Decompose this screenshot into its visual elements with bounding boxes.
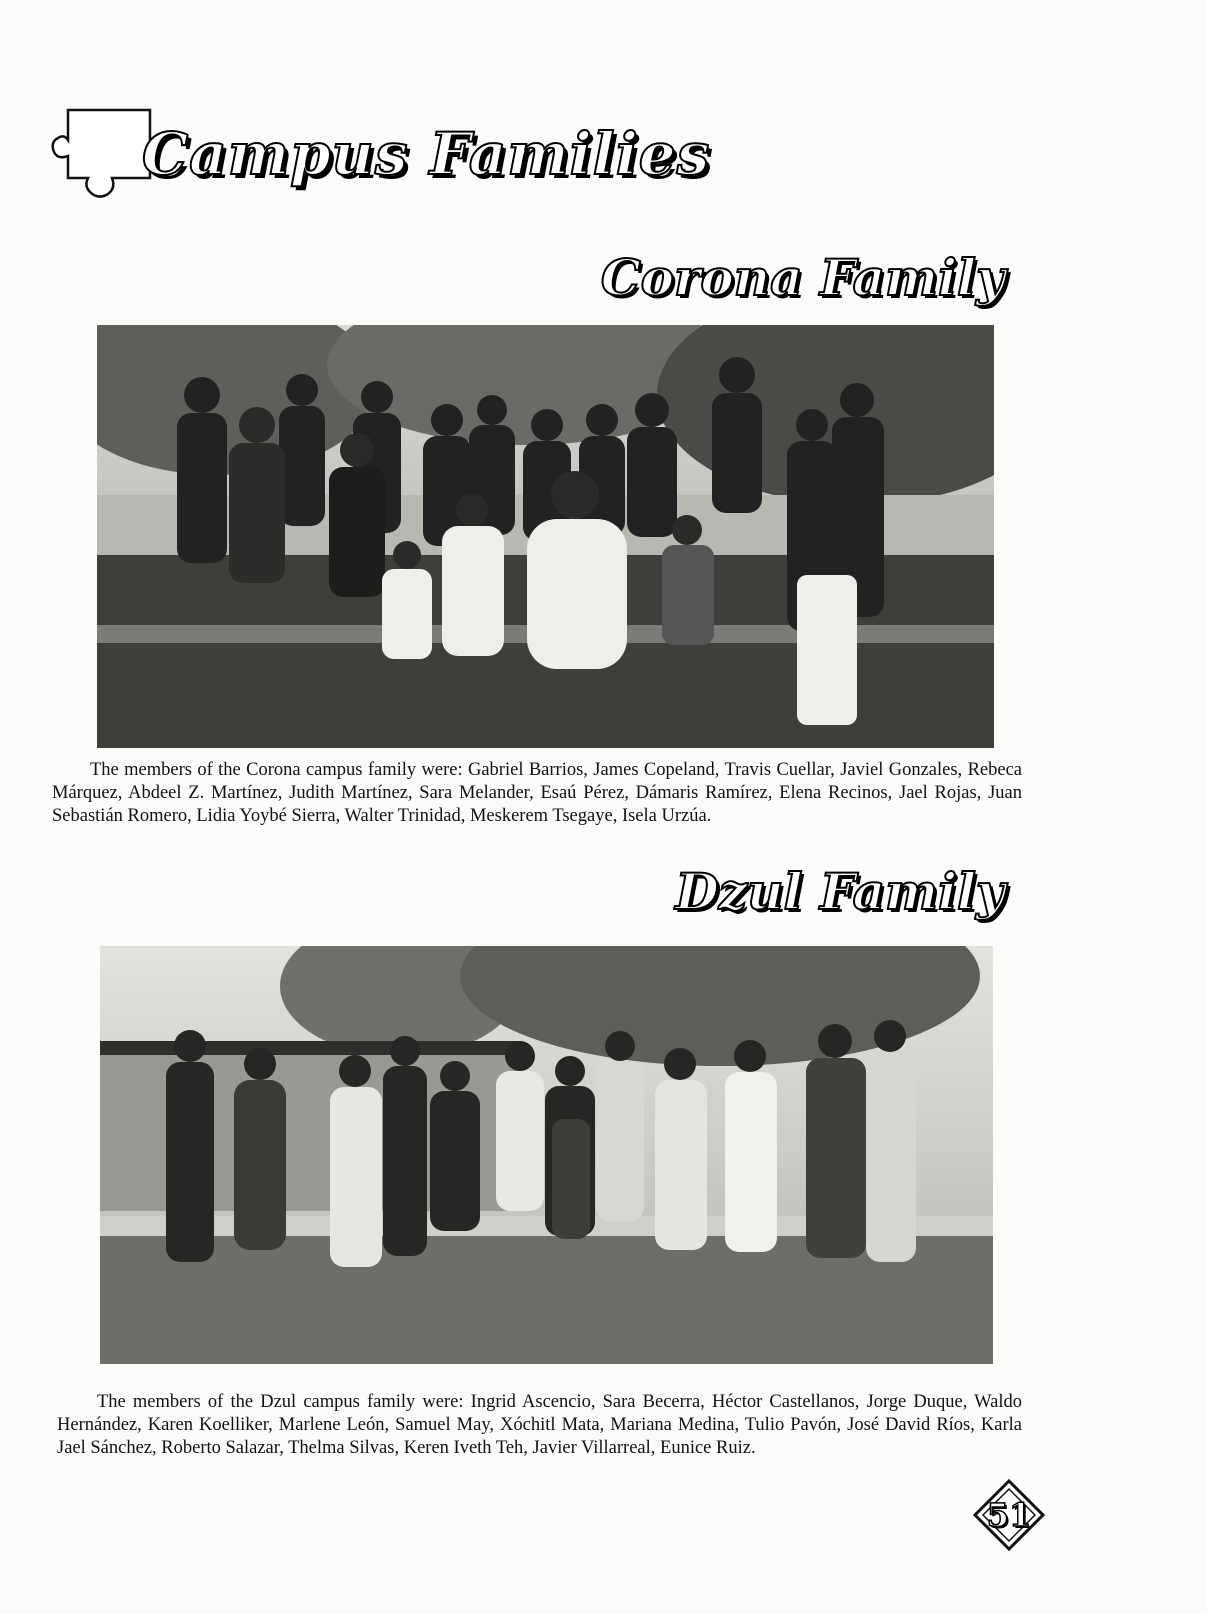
section-heading-dzul: Dzul Family xyxy=(675,862,1005,921)
section-heading-corona: Corona Family xyxy=(600,248,1005,307)
page-title-block xyxy=(50,104,711,214)
page-number: 51 xyxy=(986,1496,1032,1534)
dzul-caption: The members of the Dzul campus family were: Ingrid Ascencio, Sara Becerra, Héctor Castellanos, Jorge Duque, Waldo Hernández, Karen Koelliker, Marlene León, Samuel May, Xóchitl Mata, Mariana Medina, Tulio Pavón, José David Ríos, Karla Jael Sánchez, Roberto Salazar, Thelma Silvas, Keren Iveth Teh, Javier Villarreal, Eunice Ruiz. xyxy=(57,1392,1022,1458)
corona-caption: The members of the Corona campus family were: Gabriel Barrios, James Copeland, Travis Cuellar, Javiel Gonzales, Rebeca Márquez, Abdeel Z. Martínez, Judith Martínez, Sara Melander, Esaú Pérez, Dámaris Ramírez, Elena Recinos, Jael Rojas, Juan Sebastián Romero, Lidia Yoybé Sierra, Walter Trinidad, Meskerem Tsegaye, Isela Urzúa. xyxy=(52,760,1022,826)
page-number-badge xyxy=(972,1478,1046,1552)
group-photo-icon xyxy=(100,946,993,1364)
page-title: Campus Families xyxy=(142,120,711,188)
dzul-family-photo xyxy=(100,946,993,1364)
corona-family-photo xyxy=(97,325,994,748)
group-photo-icon xyxy=(97,325,994,748)
